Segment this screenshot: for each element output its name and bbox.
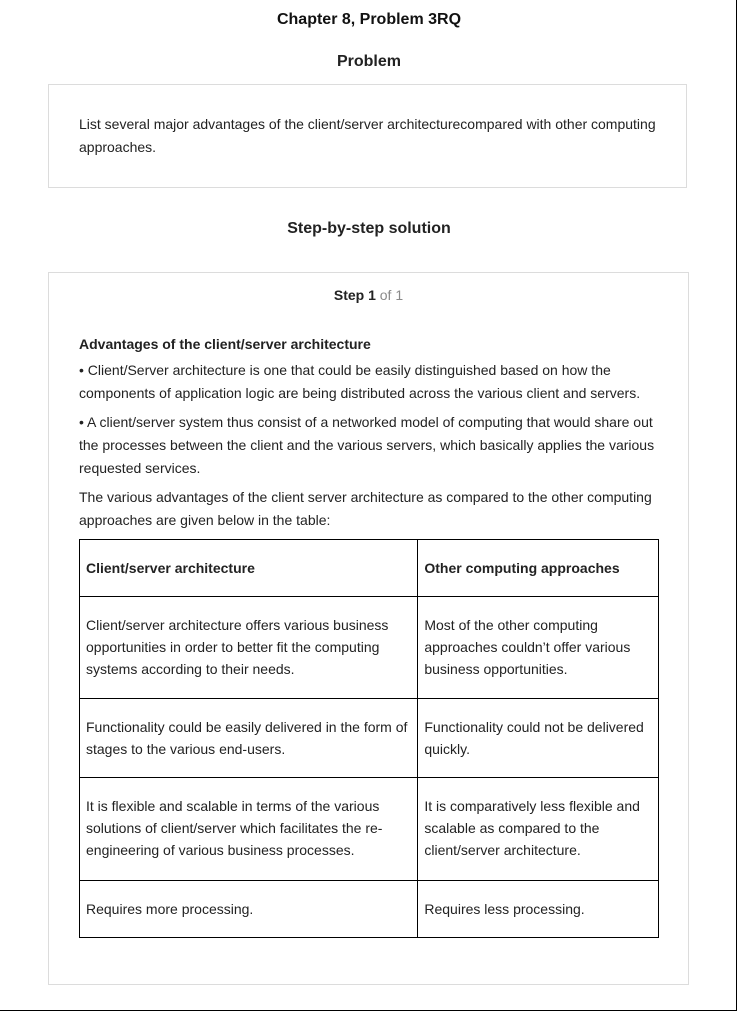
step-label [49,287,688,303]
table-row [80,881,659,938]
table-header-row [80,540,659,597]
step-number: Step 1 [333,287,376,303]
table-cell: Functionality could be easily delivered in the form of stages to the various end-users. [80,699,418,778]
table-header-other: Other computing approaches [418,540,659,597]
solution-box [48,272,689,985]
table-row [80,597,659,699]
table-row [80,778,659,881]
problem-heading: Problem [336,53,401,70]
solution-content [79,335,659,538]
problem-text: List several major advantages of the client/server architecturecompared with other computing approaches. [79,116,656,155]
table-row [80,699,659,778]
advantages-table [79,539,659,938]
table-cell: Client/server architecture offers various business opportunities in order to better fit the computing systems according to their needs. [80,597,418,699]
table-cell: Requires less processing. [418,881,659,938]
table-cell: It is flexible and scalable in terms of the various solutions of client/server which facilitates the re-engineering of various business processes. [80,778,418,881]
chapter-title: Chapter 8, Problem 3RQ [276,11,462,28]
table-cell: Most of the other computing approaches couldn’t offer various business opportunities. [418,597,659,699]
table-cell: It is comparatively less flexible and scalable as compared to the client/server architecture. [418,778,659,881]
bullet-1: • Client/Server architecture is one that could be easily distinguished based on how the components of application logic are being distributed across the various client and servers. [79,362,641,401]
table-cell: Functionality could not be delivered quickly. [418,699,659,778]
table-intro: The various advantages of the client server architecture as compared to the other computing approaches are given below in the table: [79,489,652,528]
table-header-client-server: Client/server architecture [80,540,418,597]
bullet-2: • A client/server system thus consist of a networked model of computing that would share out the processes between the client and the various servers, which basically applies the various requested services. [79,414,655,476]
solution-heading: Step-by-step solution [287,220,451,237]
step-total: of 1 [379,287,404,303]
table-cell: Requires more processing. [80,881,418,938]
section-title: Advantages of the client/server architecture [79,336,371,352]
problem-box [48,84,687,188]
